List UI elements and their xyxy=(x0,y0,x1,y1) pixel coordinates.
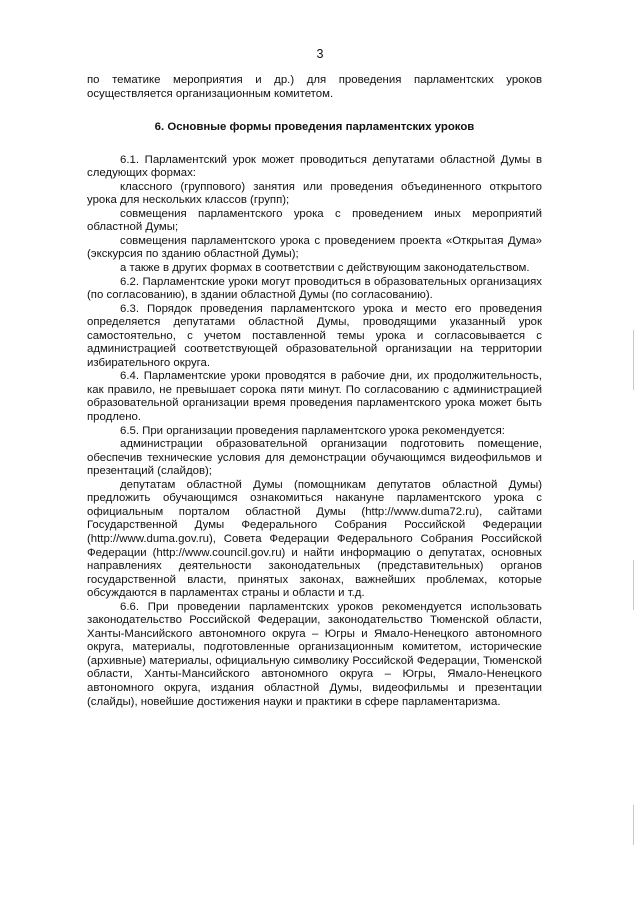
paragraph-6-3: 6.3. Порядок проведения парламентского урока и место его проведения определяется депутатами областной Думы, проводящими указанный урок самостоятельно, с учетом поставленной темы урока и согласовывается с администрацией соответствующей образовательной организации на территории избирательного округа. xyxy=(87,302,542,369)
paragraph-6-6: 6.6. При проведении парламентских уроков рекомендуется использовать законодательство Российской Федерации, законодательство Тюменской области, Ханты-Мансийского автономного округа – Югры и Ямало-Ненецкого автономного округа, материалы, подготовленные организационным комитетом, исторические (архивные) материалы, официальную символику Российской Федерации, Тюменской области, Ханты-Мансийского автономного округа – Югры, Ямало-Ненецкого автономного округа, издания областной Думы, видеофильмы и презентации (слайды), новейшие достижения науки и практики в сфере парламентаризма. xyxy=(87,600,542,708)
document-body xyxy=(87,74,542,709)
list-item-form-open-duma: совмещения парламентского урока с проведением проекта «Открытая Дума» (экскурсия по зданию областной Думы); xyxy=(87,234,542,261)
section-heading: 6. Основные формы проведения парламентских уроков xyxy=(154,121,475,134)
scan-edge-mark xyxy=(633,330,634,390)
paragraph-6-4: 6.4. Парламентские уроки проводятся в рабочие дни, их продолжительность, как правило, не превышает сорока пяти минут. По согласованию с администрацией образовательной организации время проведения парламентского урока может быть продлено. xyxy=(87,370,542,424)
list-item-deputies: депутатам областной Думы (помощникам депутатов областной Думы) предложить обучающимся ознакомиться накануне парламентского урока с официальным порталом областной Думы (http://www.duma72.ru), сайтами Государственной Думы Федерального Собрания Российской Федерации (http://www.duma.gov.ru), Совета Федерации Федерального Собрания Российской Федерации (http://www.council.gov.ru) и найти информацию о депутатах, основных направлениях деятельности законодательных (представительных) органов государственной власти, принятых законах, важнейших проблемах, которые обсуждаются в парламентах страны и области и т.д. xyxy=(87,478,542,600)
list-item-form-other: а также в других формах в соответствии с действующим законодательством. xyxy=(120,262,530,275)
scan-edge-mark xyxy=(633,805,634,845)
list-item-administration: администрации образовательной организации подготовить помещение, обеспечив технические условия для демонстрации обучающимся видеофильмов и презентаций (слайдов); xyxy=(87,438,542,478)
list-item-form-class: классного (группового) занятия или проведения объединенного открытого урока для нескольких классов (групп); xyxy=(87,180,542,207)
scan-edge-mark xyxy=(633,560,634,610)
paragraph-6-1: 6.1. Парламентский урок может проводиться депутатами областной Думы в следующих формах: xyxy=(87,153,542,180)
paragraph-continuation: по тематике мероприятия и др.) для проведения парламентских уроков осуществляется организационным комитетом. xyxy=(87,74,542,100)
paragraph-6-2: 6.2. Парламентские уроки могут проводиться в образовательных организациях (по согласованию), в здании областной Думы (по согласованию). xyxy=(87,275,542,302)
paragraph-6-5: 6.5. При организации проведения парламентского урока рекомендуется: xyxy=(120,424,505,437)
page-number: 3 xyxy=(316,47,324,61)
list-item-form-events: совмещения парламентского урока с проведением иных мероприятий областной Думы; xyxy=(87,207,542,234)
